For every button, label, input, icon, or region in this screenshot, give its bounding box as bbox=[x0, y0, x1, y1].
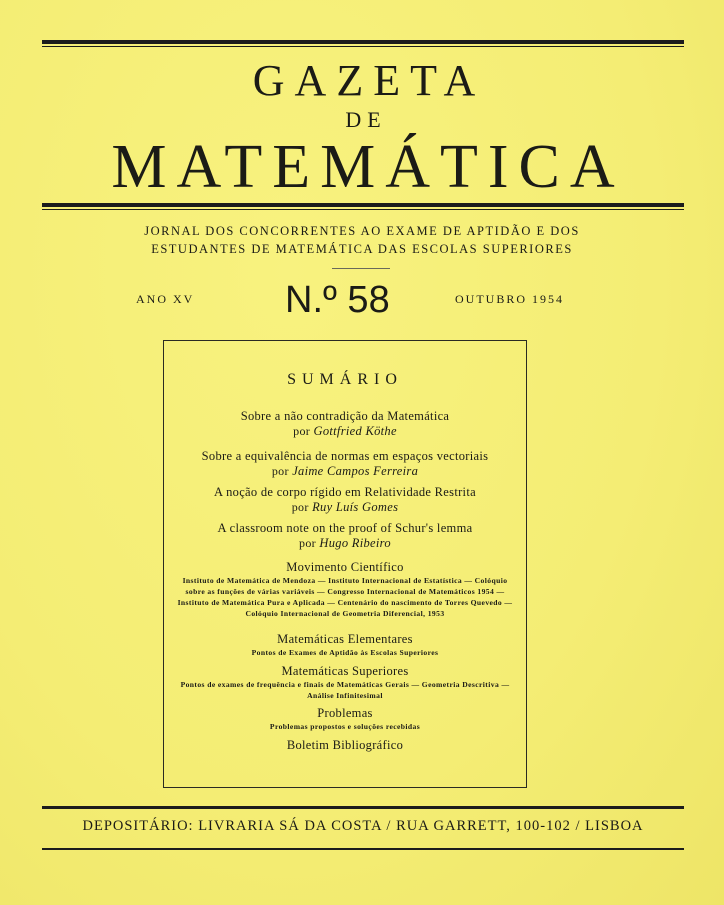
article-4 bbox=[164, 521, 526, 551]
sumario-heading: SUMÁRIO bbox=[287, 371, 403, 388]
article-title: A classroom note on the proof of Schur's lemma bbox=[217, 521, 473, 535]
depositario-line: DEPOSITÁRIO: LIVRARIA SÁ DA COSTA / RUA GARRETT, 100-102 / LISBOA bbox=[82, 818, 644, 834]
sumario-box bbox=[163, 340, 527, 788]
section-body: Problemas propostos e soluções recebidas bbox=[269, 722, 421, 731]
section-problemas bbox=[172, 705, 518, 732]
article-title: A noção de corpo rígido em Relatividade Restrita bbox=[214, 485, 476, 499]
article-author: Ruy Luís Gomes bbox=[312, 500, 399, 514]
section-title: Boletim Bibliográfico bbox=[286, 738, 404, 752]
section-title: Matemáticas Superiores bbox=[281, 664, 409, 678]
masthead-matematica: MATEMÁTICA bbox=[111, 133, 625, 201]
issue-info bbox=[0, 280, 724, 320]
article-1 bbox=[164, 409, 526, 439]
section-title: Matemáticas Elementares bbox=[277, 632, 413, 646]
section-elementares bbox=[172, 631, 518, 658]
article-2 bbox=[164, 449, 526, 479]
article-title: Sobre a não contradição da Matemática bbox=[240, 409, 450, 423]
section-superiores bbox=[172, 663, 518, 701]
article-por: por bbox=[293, 424, 311, 438]
journal-subtitle bbox=[60, 222, 664, 258]
article-author: Jaime Campos Ferreira bbox=[292, 464, 419, 478]
article-3 bbox=[164, 485, 526, 515]
footer-rule-bottom bbox=[42, 848, 684, 850]
section-body: Instituto de Matemática de Mendoza — Instituto Internacional de Estatística — Colóquio sobre as funções de várias variáveis — Congresso Internacional de Matemáticos 1954 — Instituto de Matemática Pura e Aplicada — Centenário do nascimento de Torres Quevedo — Colóquio Internacional de Geometria Diferencial, 1953 bbox=[177, 576, 513, 618]
article-title: Sobre a equivalência de normas em espaços vectoriais bbox=[201, 449, 489, 463]
masthead-rule-thin bbox=[42, 209, 684, 210]
top-rule bbox=[42, 40, 684, 44]
issue-number: N.º 58 bbox=[285, 279, 390, 321]
section-boletim bbox=[172, 737, 518, 753]
masthead-gazeta: GAZETA bbox=[252, 56, 486, 105]
section-title: Problemas bbox=[317, 706, 373, 720]
article-por: por bbox=[299, 536, 316, 550]
article-author: Hugo Ribeiro bbox=[319, 536, 391, 550]
article-por: por bbox=[291, 500, 309, 514]
subtitle-line-2: ESTUDANTES DE MATEMÁTICA DAS ESCOLAS SUPERIORES bbox=[151, 242, 573, 256]
masthead-de: DE bbox=[345, 107, 387, 132]
section-title: Movimento Científico bbox=[286, 560, 404, 574]
section-body: Pontos de exames de frequência e finais de Matemáticas Gerais — Geometria Descritiva — Análise Infinitesimal bbox=[180, 680, 510, 700]
subtitle-line-1: JORNAL DOS CONCORRENTES AO EXAME DE APTIDÃO E DOS bbox=[144, 224, 580, 238]
subtitle-divider bbox=[332, 268, 390, 269]
section-movimento bbox=[172, 559, 518, 619]
top-rule-thin bbox=[42, 46, 684, 47]
issue-year: ANO XV bbox=[136, 292, 195, 306]
issue-date: OUTUBRO 1954 bbox=[455, 292, 565, 306]
article-por: por bbox=[271, 464, 289, 478]
section-body: Pontos de Exames de Aptidão às Escolas Superiores bbox=[251, 648, 439, 657]
masthead-rule bbox=[42, 203, 684, 207]
article-author: Gottfried Köthe bbox=[313, 424, 397, 438]
footer-rule-top bbox=[42, 806, 684, 809]
